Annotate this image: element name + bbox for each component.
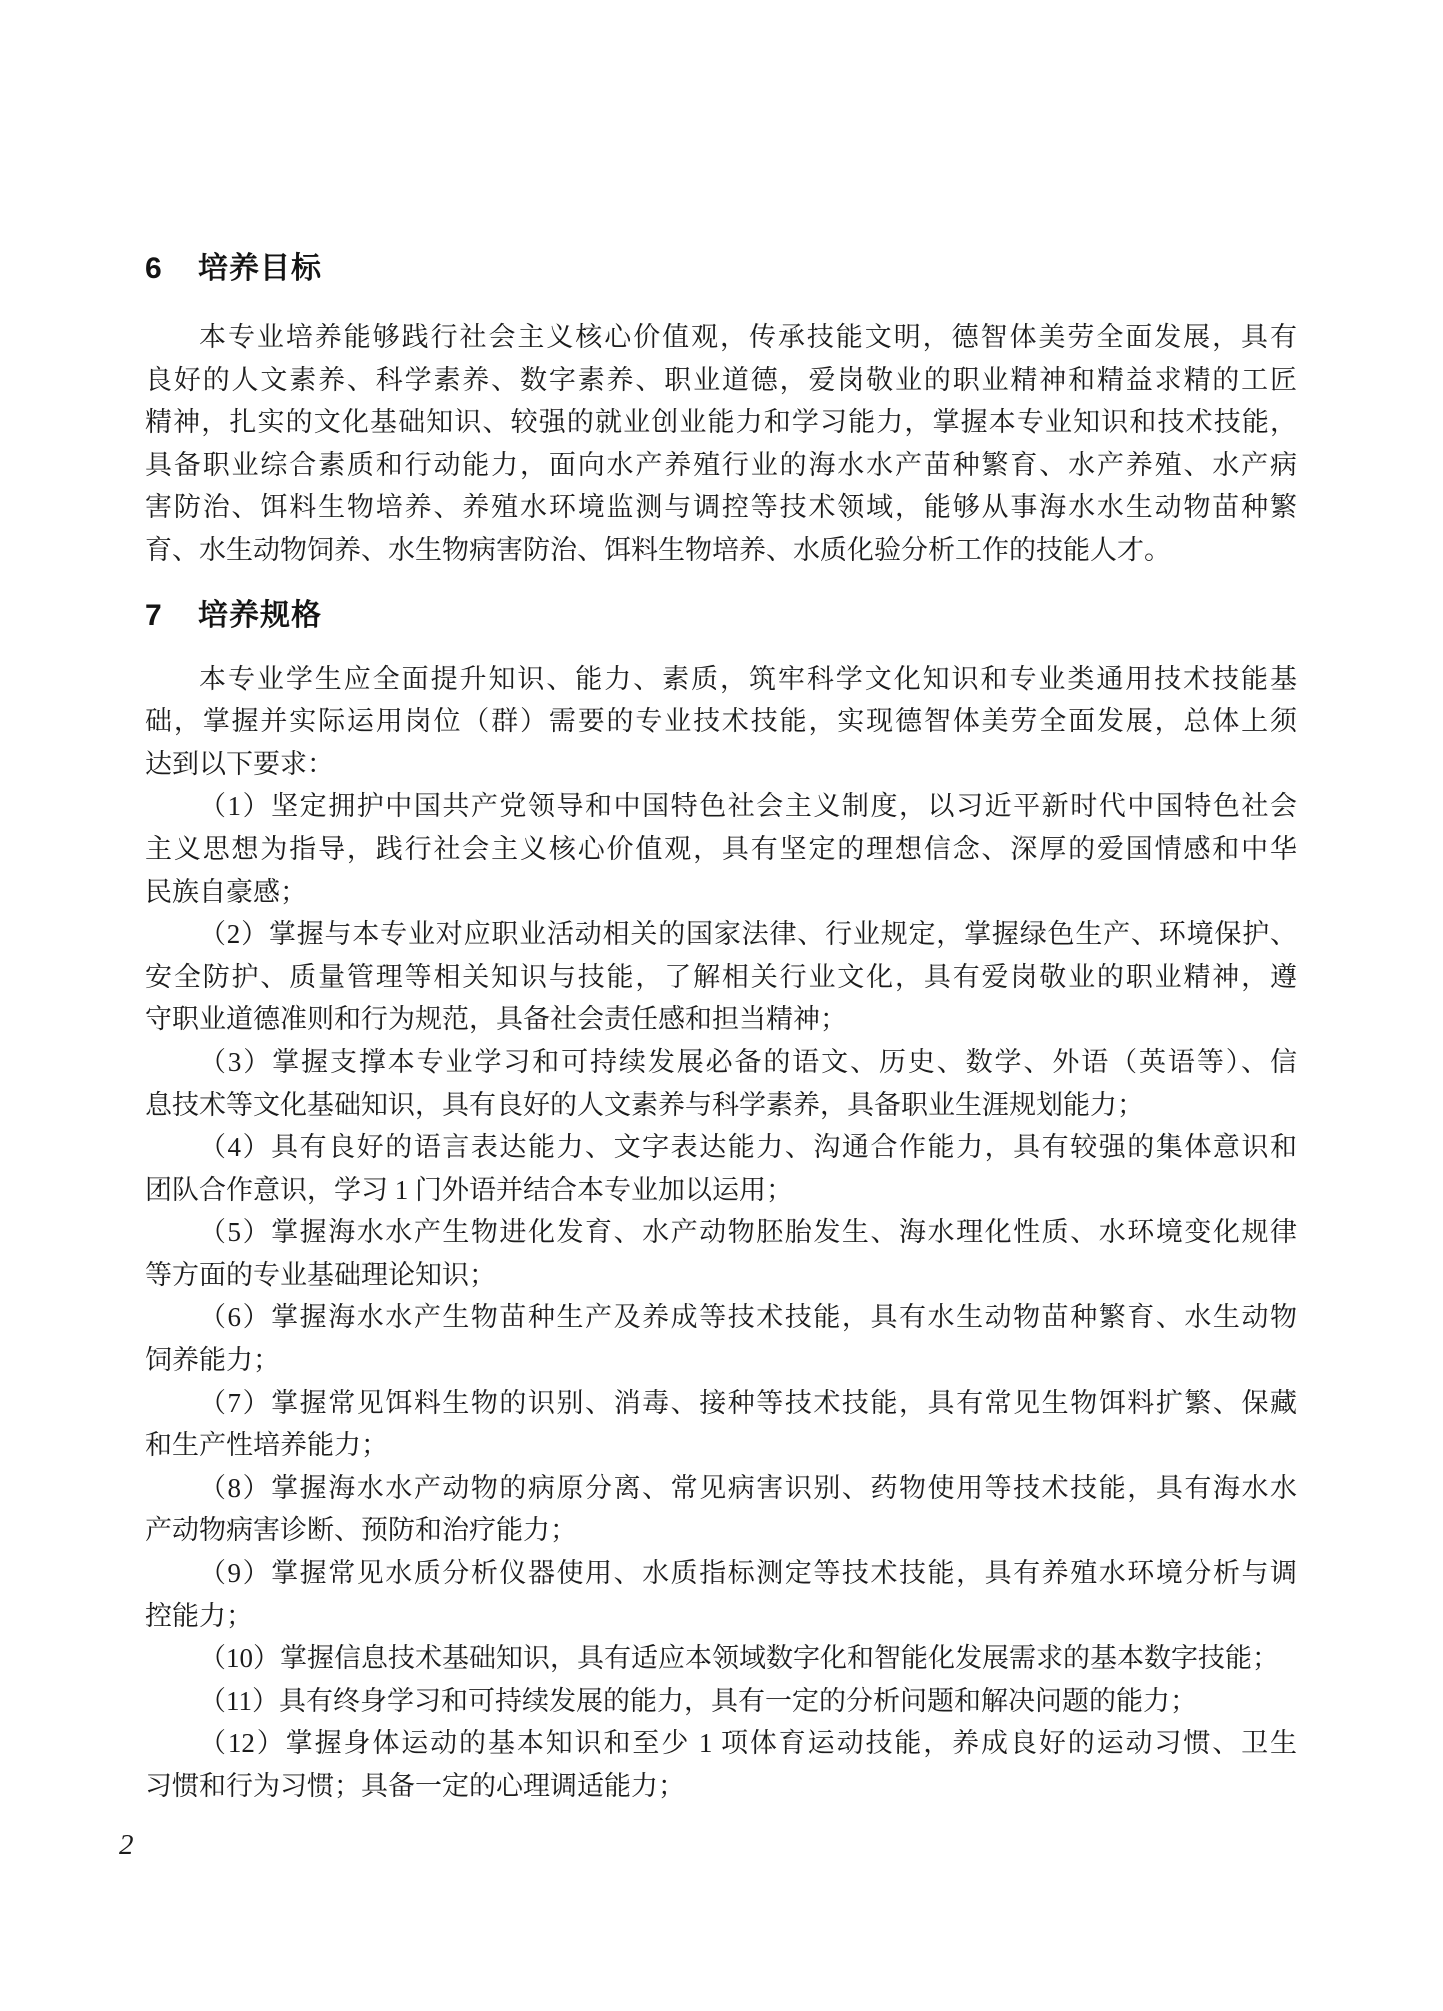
text-line: 等方面的专业基础理论知识； xyxy=(145,1259,496,1290)
text-line: （10）掌握信息技术基础知识，具有适应本领域数字化和智能化发展需求的基本数字技能； xyxy=(199,1643,1279,1674)
text-line: 达到以下要求： xyxy=(145,748,334,779)
paragraph xyxy=(145,1126,1297,1211)
text-line: （8）掌握海水水产动物的病原分离、常见病害识别、药物使用等技术技能，具有海水水 xyxy=(199,1472,1297,1503)
text-line: （7）掌握常见饵料生物的识别、消毒、接种等技术技能，具有常见生物饵料扩繁、保藏 xyxy=(199,1387,1297,1418)
paragraph xyxy=(145,1637,1297,1680)
paragraph xyxy=(145,785,1297,913)
section-heading xyxy=(145,252,1297,286)
paragraph xyxy=(145,1467,1297,1552)
text-line: （5）掌握海水水产生物进化发育、水产动物胚胎发生、海水理化性质、水环境变化规律 xyxy=(199,1217,1297,1248)
text-line: 守职业道德准则和行为规范，具备社会责任感和担当精神； xyxy=(145,1004,847,1035)
text-line: （2）掌握与本专业对应职业活动相关的国家法律、行业规定，掌握绿色生产、环境保护、 xyxy=(199,919,1297,950)
paragraph xyxy=(145,1041,1297,1126)
section-title: 培养目标 xyxy=(198,252,323,285)
text-line: （3）掌握支撑本专业学习和可持续发展必备的语文、历史、数学、外语（英语等）、信 xyxy=(199,1046,1297,1077)
text-line: 息技术等文化基础知识，具有良好的人文素养与科学素养，具备职业生涯规划能力； xyxy=(145,1089,1144,1120)
section-number: 6 xyxy=(145,252,162,285)
paragraph xyxy=(145,1552,1297,1637)
text-line: 安全防护、质量管理等相关知识与技能，了解相关行业文化，具有爱岗敬业的职业精神，遵 xyxy=(145,961,1297,992)
text-line: 主义思想为指导，践行社会主义核心价值观，具有坚定的理想信念、深厚的爱国情感和中华 xyxy=(145,833,1297,864)
text-line: （11）具有终身学习和可持续发展的能力，具有一定的分析问题和解决问题的能力； xyxy=(199,1685,1197,1716)
text-line: 民族自豪感； xyxy=(145,876,307,907)
page-number: 2 xyxy=(119,1829,134,1861)
paragraph xyxy=(145,658,1297,786)
section-number: 7 xyxy=(145,598,162,632)
text-line: 饲养能力； xyxy=(145,1345,280,1376)
text-line: 产动物病害诊断、预防和治疗能力； xyxy=(145,1515,577,1546)
document-body xyxy=(145,0,1297,1808)
paragraph xyxy=(145,316,1297,572)
text-line: （1）坚定拥护中国共产党领导和中国特色社会主义制度，以习近平新时代中国特色社会 xyxy=(199,791,1297,822)
text-line: 和生产性培养能力； xyxy=(145,1430,388,1461)
section-title: 培养规格 xyxy=(198,598,323,632)
text-line: （12）掌握身体运动的基本知识和至少 1 项体育运动技能，养成良好的运动习惯、卫生 xyxy=(199,1728,1297,1759)
text-line: 础，掌握并实际运用岗位（群）需要的专业技术技能，实现德智体美劳全面发展，总体上须 xyxy=(145,706,1297,737)
paragraph xyxy=(145,1680,1297,1723)
text-line: 良好的人文素养、科学素养、数字素养、职业道德，爱岗敬业的职业精神和精益求精的工匠 xyxy=(145,364,1297,395)
paragraph xyxy=(145,1382,1297,1467)
text-line: 精神，扎实的文化基础知识、较强的就业创业能力和学习能力，掌握本专业知识和技术技能， xyxy=(145,407,1297,438)
text-line: 控能力； xyxy=(145,1600,253,1631)
text-line: 害防治、饵料生物培养、养殖水环境监测与调控等技术领域，能够从事海水水生动物苗种繁 xyxy=(145,492,1297,523)
paragraph xyxy=(145,1722,1297,1807)
text-line: 本专业学生应全面提升知识、能力、素质，筑牢科学文化知识和专业类通用技术技能基 xyxy=(199,663,1297,694)
text-line: （4）具有良好的语言表达能力、文字表达能力、沟通合作能力，具有较强的集体意识和 xyxy=(199,1132,1297,1163)
paragraph xyxy=(145,1211,1297,1296)
section-heading xyxy=(145,599,1297,633)
text-line: 育、水生动物饲养、水生物病害防治、饵料生物培养、水质化验分析工作的技能人才。 xyxy=(145,534,1171,565)
text-line: （6）掌握海水水产生物苗种生产及养成等技术技能，具有水生动物苗种繁育、水生动物 xyxy=(199,1302,1297,1333)
text-line: 团队合作意识，学习 1 门外语并结合本专业加以运用； xyxy=(145,1174,793,1205)
text-line: 本专业培养能够践行社会主义核心价值观，传承技能文明，德智体美劳全面发展，具有 xyxy=(199,322,1297,352)
text-line: （9）掌握常见水质分析仪器使用、水质指标测定等技术技能，具有养殖水环境分析与调 xyxy=(199,1558,1297,1589)
paragraph xyxy=(145,913,1297,1041)
paragraph xyxy=(145,1296,1297,1381)
text-line: 具备职业综合素质和行动能力，面向水产养殖行业的海水水产苗种繁育、水产养殖、水产病 xyxy=(145,449,1297,480)
text-line: 习惯和行为习惯；具备一定的心理调适能力； xyxy=(145,1771,685,1801)
